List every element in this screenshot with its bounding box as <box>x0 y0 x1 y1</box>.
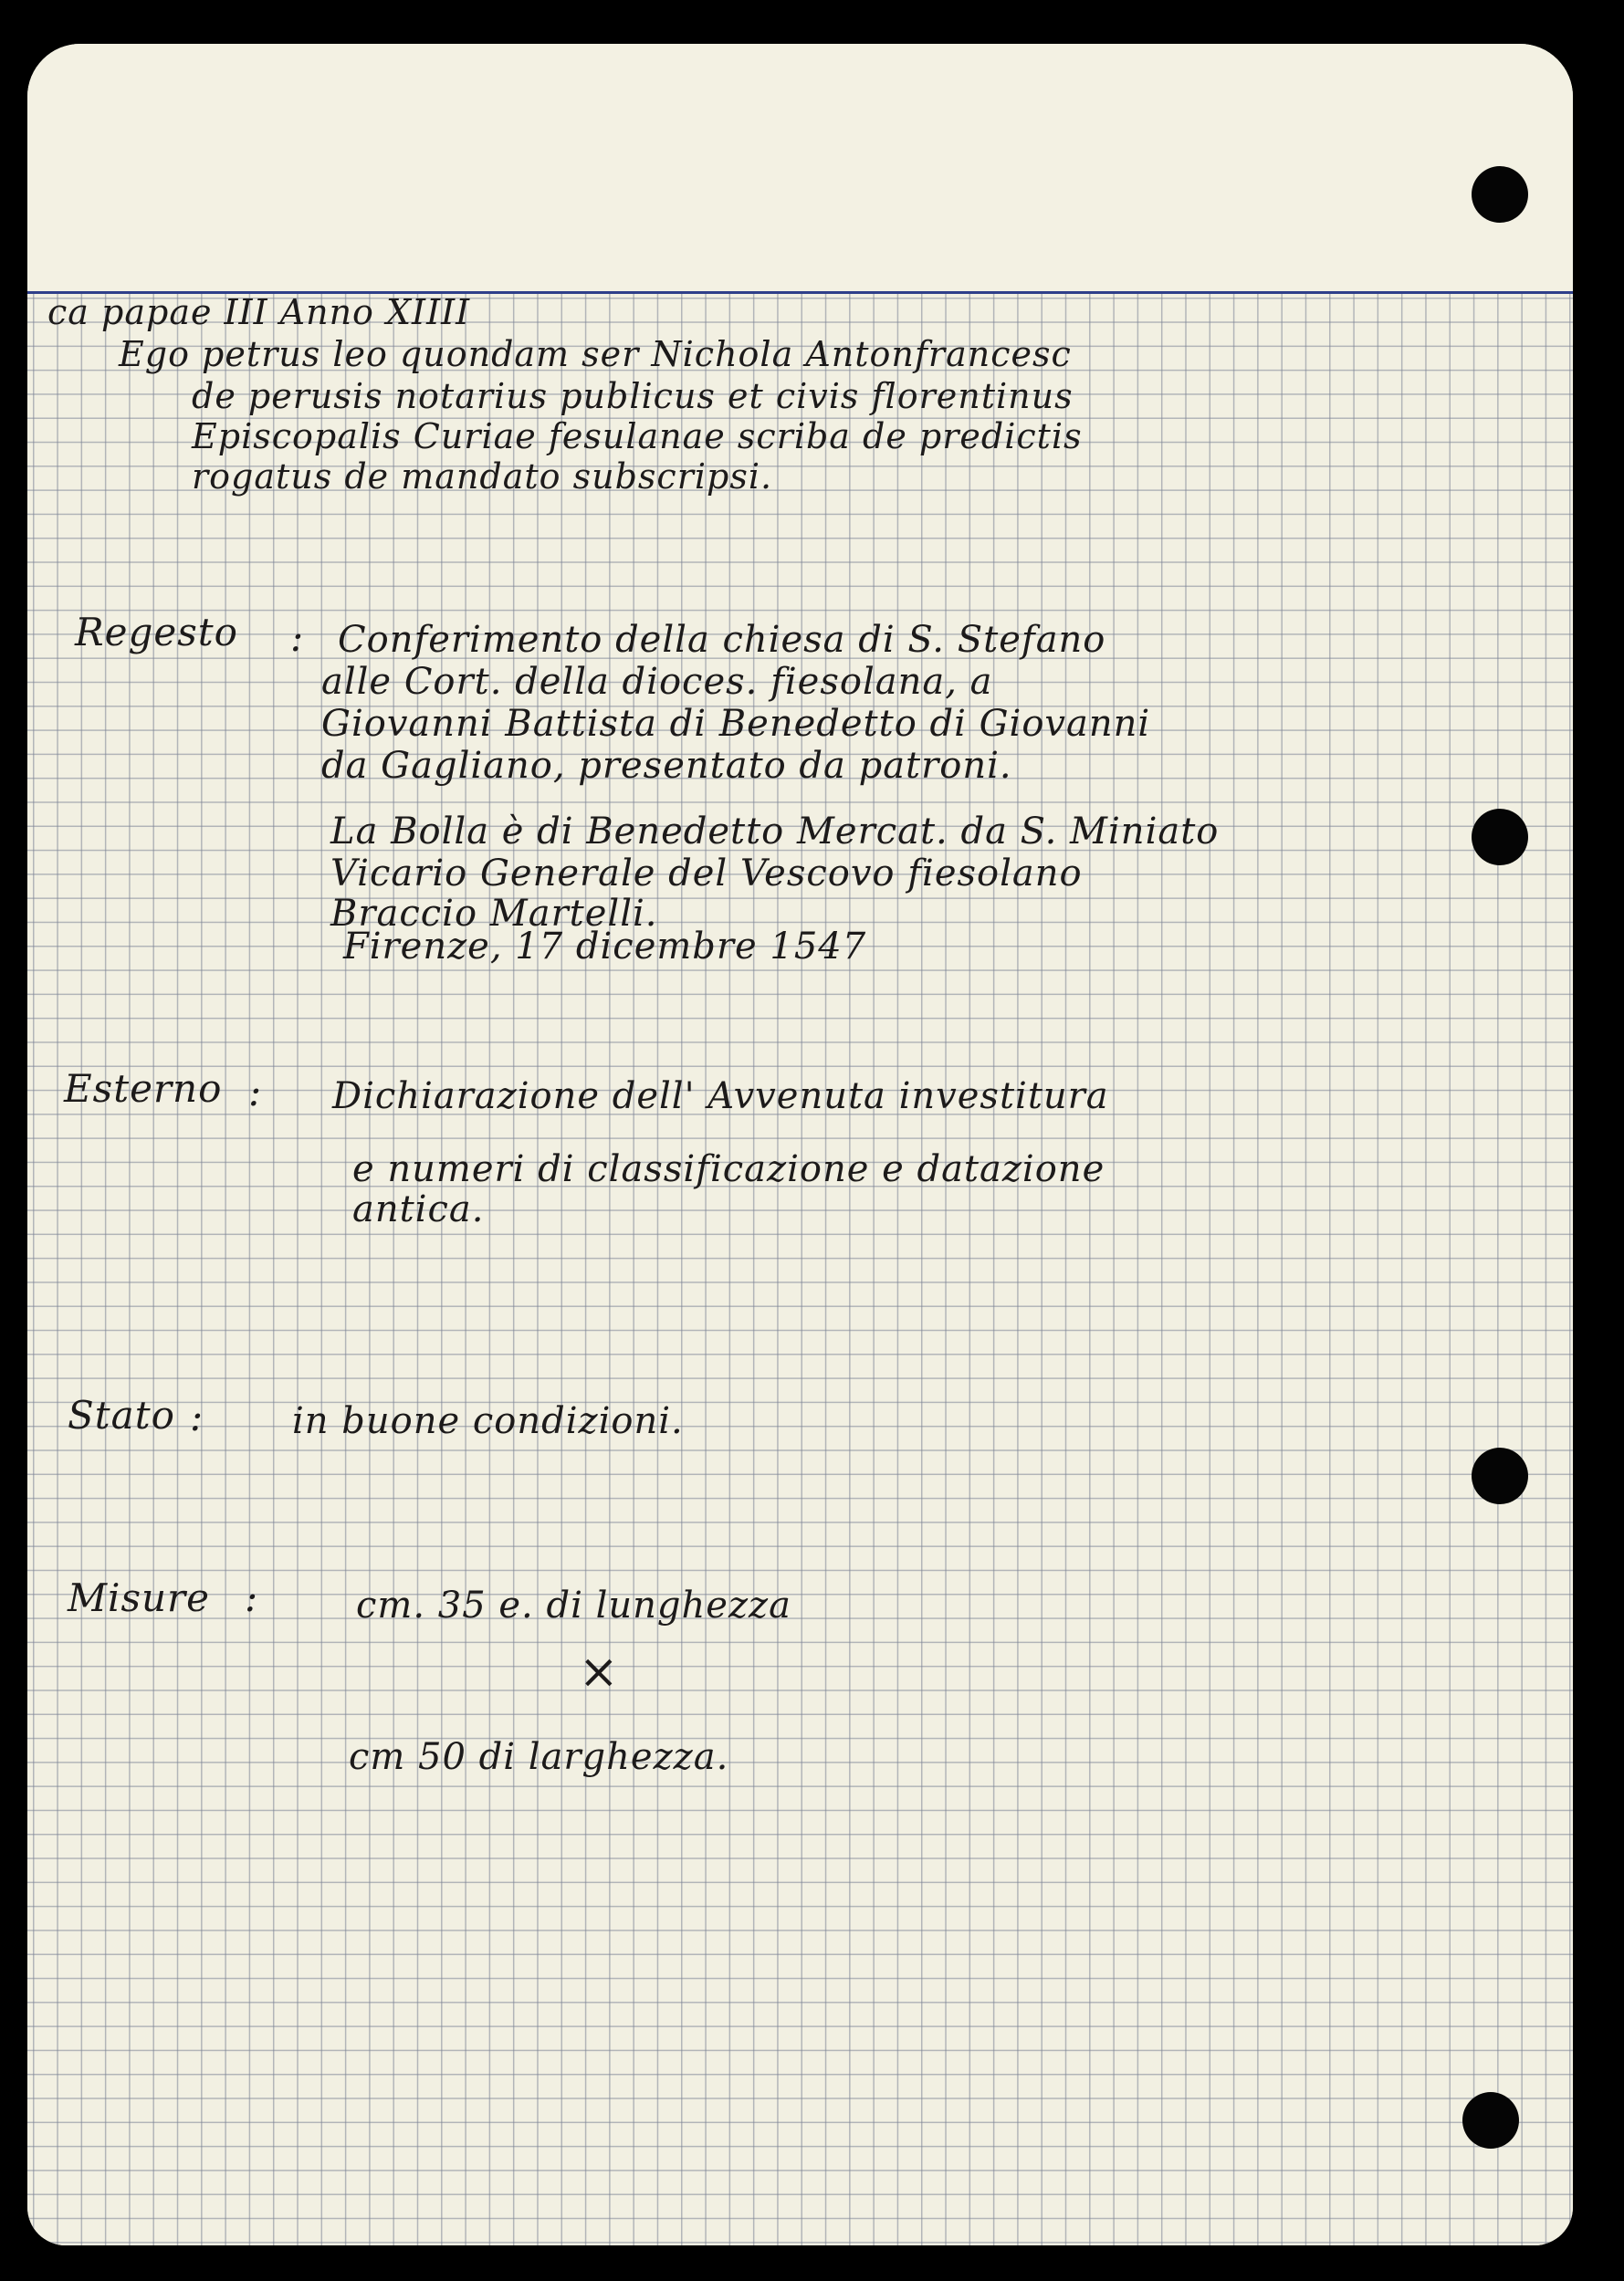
punch-hole-3 <box>1472 1448 1528 1504</box>
regesto-separator: : <box>290 615 305 660</box>
punch-hole-1 <box>1472 166 1528 223</box>
stato-separator: : <box>190 1395 204 1439</box>
regesto-line-2: alle Cort. della dioces. fiesolana, a <box>321 661 993 703</box>
regesto-line-1: Conferimento della chiesa di S. Stefano <box>338 619 1106 661</box>
paper-sheet <box>27 44 1573 2245</box>
esterno-line-1: Dichiarazione dell' Avvenuta investitura <box>332 1075 1109 1117</box>
esterno-line-2: e numeri di classificazione e datazione <box>352 1148 1105 1190</box>
stato-text: in buone condizioni. <box>292 1400 684 1442</box>
regesto-date: Firenze, 17 dicembre 1547 <box>343 926 867 968</box>
regesto-label: Regesto <box>75 610 238 654</box>
esterno-label: Esterno <box>64 1066 223 1111</box>
esterno-line-3: antica. <box>352 1188 485 1230</box>
heading-line-1: ca papae III Anno XIIII <box>47 292 471 332</box>
misure-cross-symbol: × <box>579 1645 620 1700</box>
heading-line-2: Ego petrus leo quondam ser Nichola Antonfrancesc <box>119 334 1072 374</box>
sheet-header-margin <box>27 44 1573 292</box>
graph-paper-grid <box>27 294 1573 2245</box>
stato-label: Stato <box>68 1393 175 1438</box>
regesto-line-5: La Bolla è di Benedetto Mercat. da S. Miniato <box>330 811 1220 853</box>
esterno-separator: : <box>248 1070 263 1114</box>
heading-line-3: de perusis notarius publicus et civis florentinus <box>192 376 1074 416</box>
heading-line-4: Episcopalis Curiae fesulanae scriba de predictis <box>192 416 1083 456</box>
regesto-line-4: da Gagliano, presentato da patroni. <box>321 745 1012 787</box>
punch-hole-2 <box>1472 809 1528 865</box>
misure-separator: : <box>245 1575 259 1620</box>
punch-hole-4 <box>1462 2092 1519 2149</box>
regesto-line-6: Vicario Generale del Vescovo fiesolano <box>330 853 1083 895</box>
misure-length: cm. 35 e. di lunghezza <box>356 1585 791 1627</box>
misure-width: cm 50 di larghezza. <box>349 1736 729 1778</box>
misure-label: Misure <box>68 1575 210 1620</box>
regesto-line-3: Giovanni Battista di Benedetto di Giovanni <box>321 703 1151 745</box>
heading-line-5: rogatus de mandato subscripsi. <box>192 456 773 497</box>
regesto-line-7: Braccio Martelli. <box>330 893 658 935</box>
